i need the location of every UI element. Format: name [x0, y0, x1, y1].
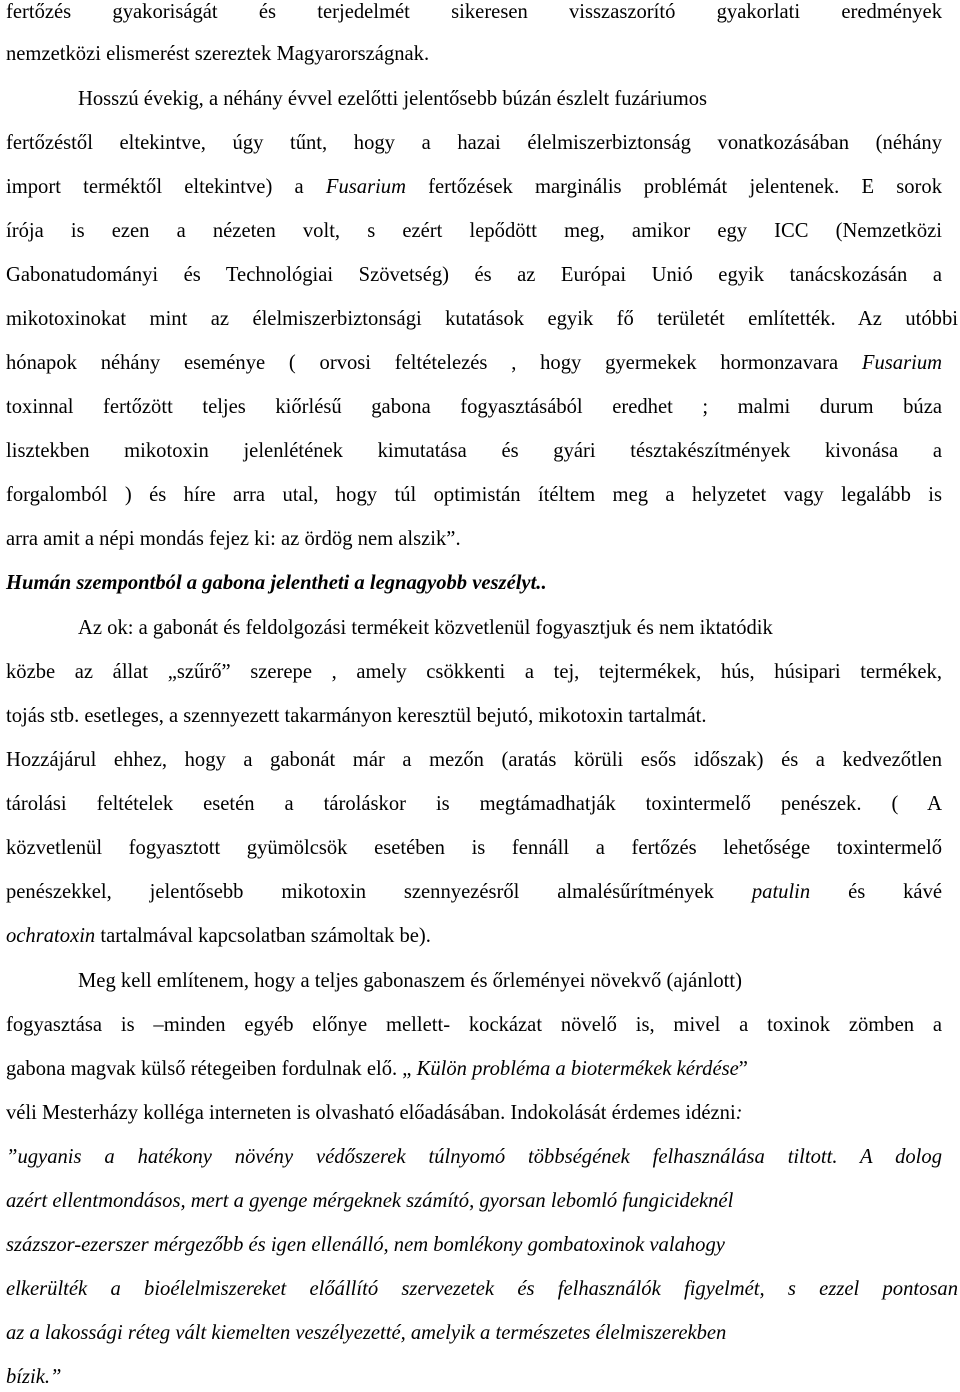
italic-text-segment: azért ellentmondásos, mert a gyenge mérgeknek számító, gyorsan lebomló fungicideknél: [6, 1190, 734, 1212]
text-segment: import terméktől eltekintve) a: [6, 176, 326, 198]
text-line: [6, 877, 942, 907]
text-line: [6, 1230, 960, 1260]
text-segment: gabona magvak külső rétegeiben fordulnak elő. „: [6, 1058, 417, 1080]
text-segment: ”: [738, 1058, 748, 1080]
italic-text-segment: ochratoxin: [6, 925, 96, 947]
text-line: [6, 260, 942, 290]
text-segment: fogyasztása is –minden egyéb előnye mellett- kockázat növelő is, mivel a toxinok zömben a: [6, 1014, 942, 1036]
text-line: [6, 1054, 960, 1084]
text-line: [6, 39, 960, 69]
text-line: [6, 1318, 960, 1348]
italic-text-segment: százszor-ezerszer mérgezőbb és igen ellenálló, nem bomlékony gombatoxinok valahogy: [6, 1234, 725, 1256]
text-line: [6, 524, 960, 554]
text-segment: toxinnal fertőzött teljes kiőrlésű gabona fogyasztásából eredhet ; malmi durum búza: [6, 396, 942, 418]
text-line: [6, 128, 942, 158]
text-line: [6, 1142, 942, 1172]
text-segment: penészekkel, jelentősebb mikotoxin szennyezésről almalésűrítmények: [6, 881, 752, 903]
text-line: [6, 1098, 960, 1128]
text-line: [6, 348, 942, 378]
text-segment: írója is ezen a nézeten volt, s ezért lepődött meg, amikor egy ICC (Nemzetközi: [6, 220, 942, 242]
text-segment: hónapok néhány eseménye ( orvosi feltételezés , hogy gyermekek hormonzavara: [6, 352, 862, 374]
italic-text-segment: ”ugyanis a hatékony növény védőszerek túlnyomó többségének felhasználása tiltott. A dolog: [6, 1146, 942, 1168]
italic-text-segment: Külön probléma a biotermékek kérdése: [416, 1058, 739, 1080]
text-segment: tartalmával kapcsolatban számoltak be).: [95, 925, 431, 947]
italic-text-segment: az a lakossági réteg vált kiemelten veszélyezetté, amelyik a természetes élelmiszerekben: [6, 1322, 727, 1344]
text-segment: mikotoxinokat mint az élelmiszerbiztonsági kutatások egyik fő területét említették. Az utóbbi: [6, 308, 958, 330]
text-segment: fertőzés gyakoriságát és terjedelmét sikeresen visszaszorító gyakorlati eredmények: [6, 1, 942, 23]
text-line: [6, 1362, 960, 1392]
text-segment: lisztekben mikotoxin jelenlétének kimutatása és gyári tésztakészítmények kivonása a: [6, 440, 942, 462]
text-line: [6, 304, 958, 334]
italic-text-segment: Fusarium: [325, 176, 406, 198]
text-segment: közbe az állat „szűrő” szerepe , amely csökkenti a tej, tejtermékek, hús, húsipari termékek,: [6, 661, 942, 683]
text-segment: tárolási feltételek esetén a tároláskor is megtámadhatják toxintermelő penészek. ( A: [6, 793, 942, 815]
text-segment: Hozzájárul ehhez, hogy a gabonát már a mezőn (aratás körüli esős időszak) és a kedvezőtlen: [6, 749, 942, 771]
text-line: [6, 172, 942, 202]
italic-text-segment: Fusarium: [861, 352, 942, 374]
text-segment: közvetlenül fogyasztott gyümölcsök esetében is fennáll a fertőzés lehetősége toxintermelő: [6, 837, 942, 859]
text-line: [6, 701, 960, 731]
text-segment: arra amit a népi mondás fejez ki: az ördög nem alszik”.: [6, 528, 461, 550]
text-segment: forgalomból ) és híre arra utal, hogy túl optimistán ítéltem meg a helyzetet vagy legalább is: [6, 484, 942, 506]
text-segment: Az ok: a gabonát és feldolgozási termékeit közvetlenül fogyasztjuk és nem iktatódik: [78, 617, 773, 639]
text-line: [6, 833, 942, 863]
text-line: [78, 966, 960, 996]
text-segment: fertőzések marginális problémát jelentenek. E sorok: [405, 176, 942, 198]
text-line: [6, 789, 942, 819]
text-line: [6, 392, 942, 422]
italic-text-segment: :: [735, 1102, 743, 1124]
text-line: [6, 216, 942, 246]
text-line: [6, 0, 942, 27]
text-segment: nemzetközi elismerést szereztek Magyarországnak.: [6, 43, 430, 65]
text-segment: Meg kell említenem, hogy a teljes gabonaszem és őrleményei növekvő (ajánlott): [78, 970, 742, 992]
text-line: [6, 657, 942, 687]
text-segment: Gabonatudományi és Technológiai Szövetség) és az Európai Unió egyik tanácskozásán a: [6, 264, 942, 286]
italic-text-segment: patulin: [751, 881, 811, 903]
text-segment: Humán szempontból a gabona jelentheti a legnagyobb veszélyt..: [6, 572, 547, 594]
text-segment: véli Mesterházy kollégа interneten is olvasható előadásában. Indokolását érdemes idézni: [6, 1102, 736, 1124]
text-line: [78, 84, 960, 114]
italic-text-segment: bízik.”: [6, 1366, 62, 1388]
text-line: [6, 1274, 958, 1304]
text-segment: Hosszú évekig, a néhány évvel ezelőtti jelentősebb búzán észlelt fuzáriumos: [78, 88, 708, 110]
text-line: [6, 921, 960, 951]
italic-text-segment: elkerülték a bioélelmiszereket előállító szervezetek és felhasználók figyelmét, s ezzel pontosan: [6, 1278, 958, 1300]
text-segment: tojás stb. esetleges, a szennyezett takarmányon keresztül bejutó, mikotoxin tartalmát.: [6, 705, 707, 727]
text-segment: és kávé: [810, 881, 943, 903]
text-line: [6, 480, 942, 510]
text-line: [78, 613, 960, 643]
section-heading: [6, 568, 960, 598]
text-line: [6, 745, 942, 775]
text-line: [6, 1010, 942, 1040]
text-segment: fertőzéstől eltekintve, úgy tűnt, hogy a hazai élelmiszerbiztonság vonatkozásában (néhány: [6, 132, 942, 154]
text-line: [6, 436, 942, 466]
text-line: [6, 1186, 960, 1216]
